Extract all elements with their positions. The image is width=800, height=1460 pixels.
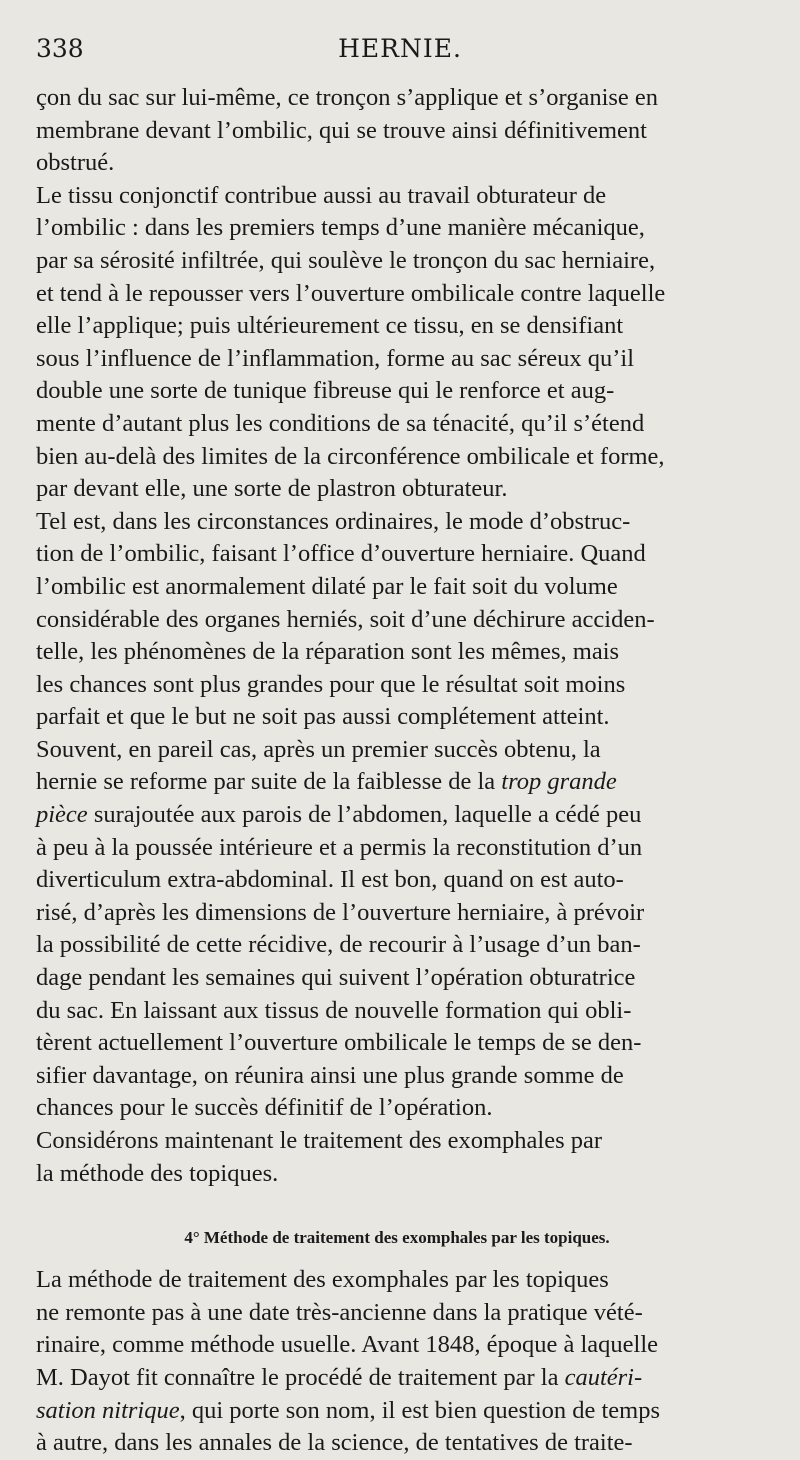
text-line: ne remonte pas à une date très-ancienne dans la pratique vété- (36, 1298, 643, 1326)
text-line: la possibilité de cette récidive, de recourir à l’usage d’un ban- (36, 931, 641, 959)
text-line: par devant elle, une sorte de plastron obturateur. (36, 475, 508, 503)
text-line: par sa sérosité infiltrée, qui soulève le tronçon du sac herniaire, (36, 246, 656, 274)
text-line: dage pendant les semaines qui suivent l’opération obturatrice (36, 964, 636, 992)
text-line: obstrué. (36, 149, 115, 177)
text-line: l’ombilic est anormalement dilaté par le fait soit du volume (36, 572, 618, 600)
text-line: risé, d’après les dimensions de l’ouverture herniaire, à prévoir (36, 898, 645, 926)
text-line: Le tissu conjonctif contribue aussi au travail obturateur de (36, 181, 607, 209)
text-line: sous l’influence de l’inflammation, forme au sac séreux qu’il (36, 344, 635, 372)
text-line: les chances sont plus grandes pour que le résultat soit moins (36, 670, 626, 698)
running-title: HERNIE. (338, 34, 462, 63)
page-number: 338 (36, 34, 84, 63)
text-line: çon du sac sur lui-même, ce tronçon s’applique et s’organise en (36, 84, 659, 111)
text-line: diverticulum extra-abdominal. Il est bon, quand on est auto- (36, 866, 624, 894)
text-line: rinaire, comme méthode usuelle. Avant 1848, époque à laquelle (36, 1331, 659, 1359)
text-line: du sac. En laissant aux tissus de nouvelle formation qui obli- (36, 996, 632, 1024)
page-header (0, 30, 800, 70)
text-line: considérable des organes herniés, soit d’une déchirure acciden- (36, 605, 655, 633)
text-line: sation nitrique, qui porte son nom, il est bien question de temps (36, 1396, 661, 1424)
text-line: mente d’autant plus les conditions de sa ténacité, qu’il s’étend (36, 409, 645, 437)
text-line: hernie se reforme par suite de la faiblesse de la trop grande (36, 768, 617, 796)
text-line: sifier davantage, on réunira ainsi une plus grande somme de (36, 1061, 624, 1089)
body-text (36, 82, 758, 1460)
text-line: La méthode de traitement des exomphales par les topiques (36, 1266, 609, 1294)
section-heading: 4° Méthode de traitement des exomphales par les topiques. (184, 1228, 610, 1248)
text-line: bien au-delà des limites de la circonférence ombilicale et forme, (36, 442, 665, 470)
text-line: et tend à le repousser vers l’ouverture ombilicale contre laquelle (36, 279, 666, 307)
text-line: double une sorte de tunique fibreuse qui le renforce et aug- (36, 377, 615, 405)
text-line: la méthode des topiques. (36, 1159, 279, 1187)
text-line: Tel est, dans les circonstances ordinaires, le mode d’obstruc- (36, 507, 631, 535)
text-line: chances pour le succès définitif de l’opération. (36, 1094, 493, 1122)
paragraph-block-d (36, 1427, 758, 1460)
text-line: M. Dayot fit connaître le procédé de traitement par la cautéri- (36, 1363, 643, 1391)
text-line: pièce surajoutée aux parois de l’abdomen, laquelle a cédé peu (36, 801, 642, 829)
text-line: elle l’applique; puis ultérieurement ce tissu, en se densifiant (36, 312, 624, 340)
text-line: membrane devant l’ombilic, qui se trouve ainsi définitivement (36, 116, 647, 144)
paragraph-block-c (36, 1264, 758, 1362)
text-line: tion de l’ombilic, faisant l’office d’ouverture herniaire. Quand (36, 540, 646, 568)
text-line: Considérons maintenant le traitement des exomphales par (36, 1127, 603, 1154)
paragraph-block-b (36, 832, 758, 1191)
text-line: tèrent actuellement l’ouverture ombilicale le temps de se den- (36, 1029, 642, 1057)
paragraph-block-a (36, 82, 758, 766)
text-line: telle, les phénomènes de la réparation sont les mêmes, mais (36, 638, 620, 666)
text-line: l’ombilic : dans les premiers temps d’une manière mécanique, (36, 214, 645, 242)
text-line: parfait et que le but ne soit pas aussi complétement atteint. (36, 703, 610, 731)
text-line: à peu à la poussée intérieure et a permis la reconstitution d’un (36, 833, 643, 861)
text-line: à autre, dans les annales de la science, de tentatives de traite- (36, 1429, 633, 1457)
section-gap (36, 1190, 758, 1222)
text-line: Souvent, en pareil cas, après un premier succès obtenu, la (36, 735, 601, 763)
